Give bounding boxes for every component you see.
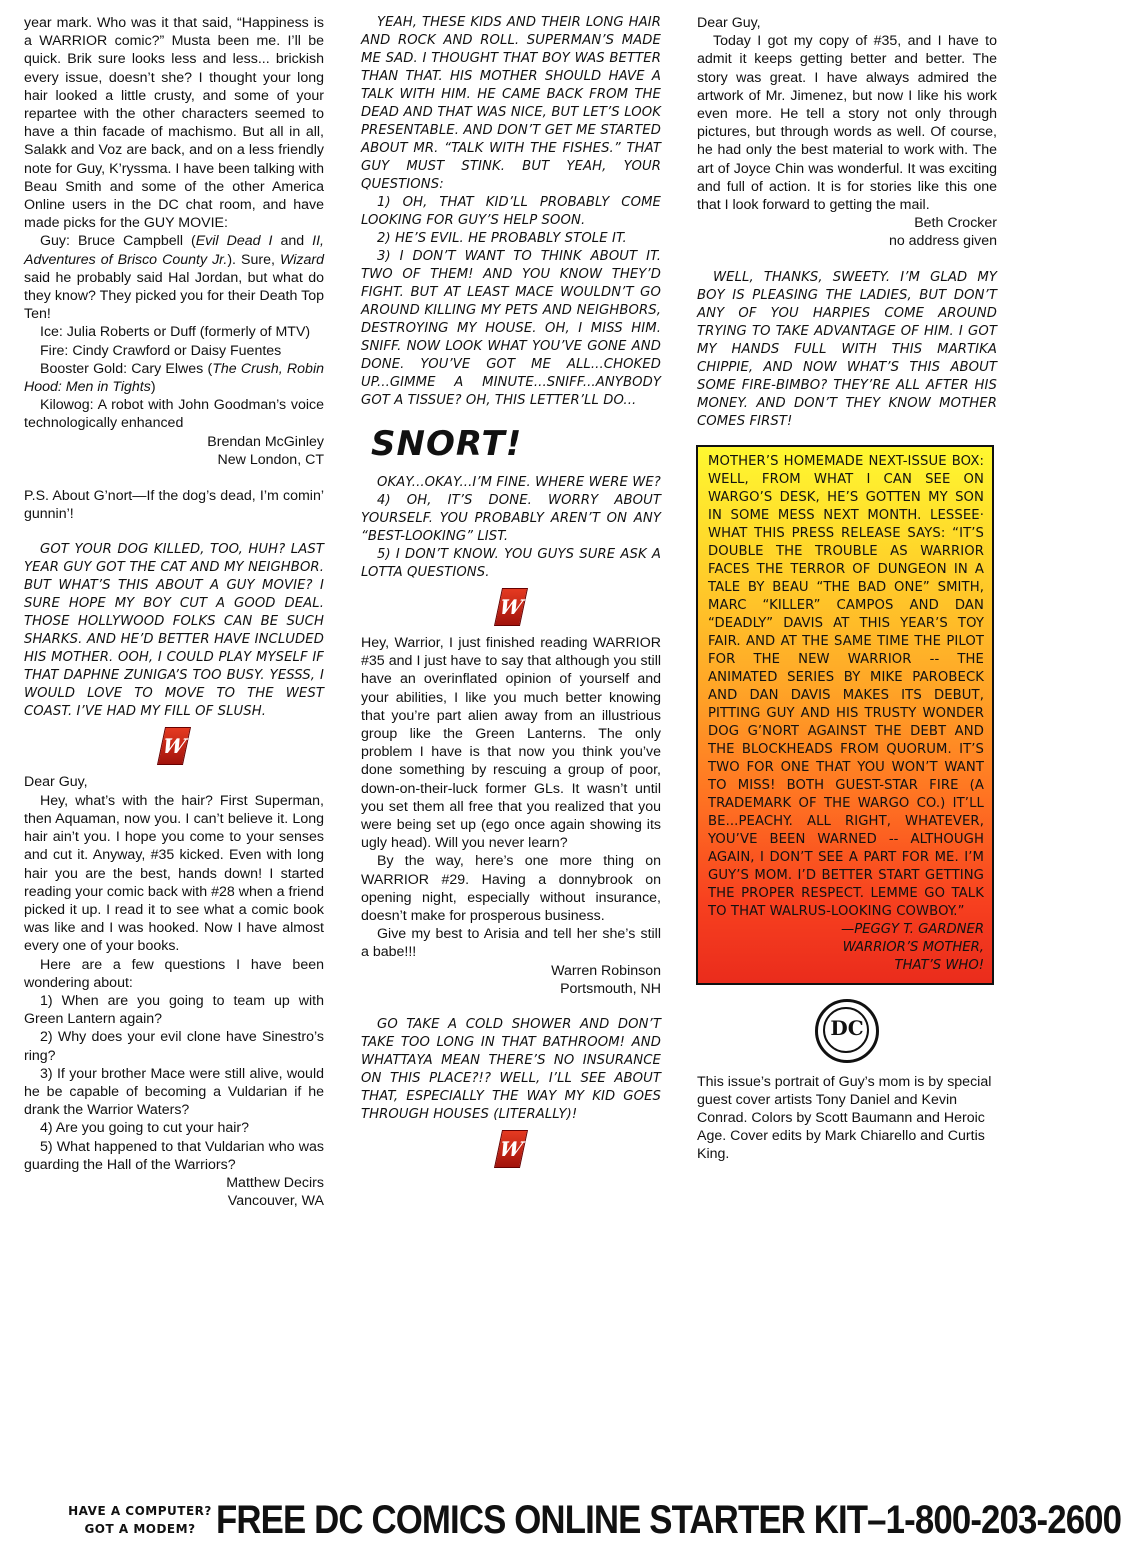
pick-guy-film1: Evil Dead I [195, 233, 273, 250]
warrior-logo-icon [361, 588, 661, 626]
warrior-logo-letter: W [494, 588, 528, 626]
next-issue-text: MOTHER’S HOMEMADE NEXT-ISSUE BOX: WELL, FROM WHAT I CAN SEE ON WARGO’S DESK, HE’S GOTTEN MY SON IN SOME MESS NEXT MONTH. LESSEE· WHAT THIS PRESS RELEASE SAYS: “IT’S DOUBLE THE TROUBLE AS WARRIOR FACES THE TERROR OF DUNGEON IN A TALE BY BEAU “THE BAD ONE” SMITH, MARC “KILLER” CAMPOS AND DAN “DEADLY” DAVIS AT THIS YEAR’S TOY FAIR. AND AT THE SAME TIME THE PILOT FOR THE NEW WARRIOR -- THE ANIMATED SERIES BY MIKE PAROBECK AND DAN DAVIS MAKES ITS DEBUT, PITTING GUY AND HIS TRUSTY WONDER DOG G’NORT AGAINST THE DEBT AND THE BLOCKHEADS FROM QUORUM. IT’S TWO FOR ONE THAT YOU WON’T WANT TO MISS! BOTH GUEST-STAR FIRE (A TRADEMARK OF THE WARGO CO.) IT’LL BE...PEACHY. ALL RIGHT, WHATEVER, YOU’VE BEEN WARNED -- ALTHOUGH AGAIN, I DON’T SEE A PART FOR ME. I’M GUY’S MOM. I’D BETTER START GETTING THE PROPER RESPECT. LEMME GO TALK TO THAT WALRUS-LOOKING COWBOY.” [708, 453, 984, 919]
column-middle [361, 14, 661, 1176]
letter-3-p2: By the way, here’s one more thing on WARRIOR #29. Having a donnybrook on opening night, especially without insurance, doesn’t make for prosperous business. [361, 853, 661, 925]
dc-logo-text: DC [830, 1015, 864, 1040]
signature-name-2: Matthew Decirs [226, 1174, 324, 1191]
footer-line-1: HAVE A COMPUTER? [68, 1504, 212, 1518]
letter-2-body: Hey, what’s with the hair? First Superman, then Aquaman, now you. I can’t believe it. Long hair ain’t you. I hope you come to your senses and cut it. Anyway, #35 kicked. Even with long hair you are the best, hands down! I started reading your comic back with #28 when a friend picked it up. I read it to see what a comic book was like and I was hooked. Now I have almost every one of your books. [24, 792, 324, 955]
footer-banner [60, 1496, 1121, 1546]
letter-1-continued: year mark. Who was it that said, “Happiness is a WARRIOR comic?” Musta been me. I’ll be quick. Brik sure looks less and less... brickish every issue, doesn’t she? I thought your long hair looked a little crusty, and some of your repartee with the other characters seemed to have a thin facade of machismo. But all in all, Salakk and Voz are back, and on a less friendly note for Guy, K’ryssma. I have been talking with Beau Smith and some of the other America Online users in the DC chat room, and have made picks for the GUY MOVIE: [24, 15, 324, 232]
answer-4: 4) OH, IT’S DONE. WORRY ABOUT YOURSELF. YOU PROBABLY AREN’T ON ANY “BEST-LOOKING” LIST. [361, 493, 661, 544]
footer-offer: FREE DC COMICS ONLINE STARTER KIT–1-800-203-2600 [216, 1498, 1121, 1542]
pick-guy-film2: II, Adventures of Brisco County Jr. [24, 233, 324, 268]
question-2: 2) Why does your evil clone have Sinestro’s ring? [24, 1029, 324, 1064]
reply-4: WELL, THANKS, SWEETY. I’M GLAD MY BOY IS PLEASING THE LADIES, BUT DON’T ANY OF YOU HARPIES COME AROUND TRYING TO TAKE ADVANTAGE OF HIM. I GOT MY HANDS FULL WITH THIS MARTIKA CHIPPIE, AND NOW WHAT’S THIS ABOUT SOME FIRE-BIMBO? THEY’RE ALL AFTER HIS MONEY. AND DON’T THEY KNOW MOTHER COMES FIRST! [697, 269, 997, 429]
answer-3: 3) I DON’T WANT TO THINK ABOUT IT. TWO OF THEM! AND YOU KNOW THEY’D FIGHT. BUT AT LEAST MACE WOULDN’T GO AROUND KILLING MY PETS AND NEIGHBORS, DESTROYING MY HOUSE. OH, I MISS HIM. SNIFF. NOW LOOK WHAT YOU’VE GONE AND DONE. YOU’VE GOT ME ALL...CHOKED UP...GIMME A MINUTE...SNIFF...ANYBODY GOT A TISSUE? OH, THIS LETTER’LL DO... [361, 249, 661, 408]
answer-5: 5) I DON’T KNOW. YOU GUYS SURE ASK A LOTTA QUESTIONS. [361, 547, 661, 580]
reply-2-intro: YEAH, THESE KIDS AND THEIR LONG HAIR AND ROCK AND ROLL. SUPERMAN’S MADE ME SAD. I THOUGHT THAT BOY WAS BETTER THAN THAT. HIS MOTHER SHOULD HAVE A TALK WITH HIM. HE CAME BACK FROM THE DEAD AND THAT WAS NICE, BUT LET’S LOOK PRESENTABLE. AND DON’T GET ME STARTED ABOUT MR. “TALK WITH THE FISHES.” THAT GUY MUST STINK. BUT YEAH, YOUR QUESTIONS: [361, 15, 661, 192]
dc-logo-icon [815, 999, 879, 1063]
question-1: 1) When are you going to team up with Green Lantern again? [24, 992, 324, 1028]
signature-name-3: Warren Robinson [551, 962, 661, 979]
signature-place-3: Portsmouth, NH [560, 980, 661, 997]
pick-kilowog: Kilowog: A robot with John Goodman’s voice technologically enhanced [24, 397, 324, 432]
answer-1: 1) OH, THAT KID’LL PROBABLY COME LOOKING FOR GUY’S HELP SOON. [361, 195, 661, 228]
reply-3: GO TAKE A COLD SHOWER AND DON’T TAKE TOO LONG IN THAT BATHROOM! AND WHATTAYA MEAN THERE’S NO INSURANCE ON THIS PLACE?!? WELL, I’LL SEE ABOUT THAT, ESPECIALLY THE WAY MY KID GOES THROUGH HOUSES (LITERALLY)! [361, 1017, 661, 1123]
warrior-logo-letter: W [494, 1130, 528, 1168]
pick-guy [24, 232, 324, 323]
column-right [697, 14, 997, 1164]
answer-2: 2) HE’S EVIL. HE PROBABLY STOLE IT. [377, 231, 627, 246]
letter-3-p3: Give my best to Arisia and tell her she’s still a babe!!! [361, 926, 661, 961]
letter-4-body: Today I got my copy of #35, and I have to admit it keeps getting better and better. The story was great. I have always admired the artwork of Mr. Jimenez, but now I like his work even more. He tell a story not only through pictures, but through words as well. Of course, he had only the best material to work with. The art of Joyce Chin was wonderful. It was exciting and full of action. It is for stories like this one that I look forward to getting the mail. [697, 33, 997, 214]
signature-name-4: Beth Crocker [914, 215, 997, 232]
pick-guy-rest: said he probably said Hal Jordan, but what do they know? They picked you for their Death Top Ten! [24, 269, 324, 323]
reply-2-resume: OKAY...OKAY...I’M FINE. WHERE WERE WE? [377, 475, 661, 490]
signature-place-4: no address given [888, 233, 997, 250]
next-issue-box [696, 445, 994, 985]
question-5: 5) What happened to that Vuldarian who was guarding the Hall of the Warriors? [24, 1138, 324, 1173]
column-left [24, 14, 324, 1210]
pick-ice: Ice: Julia Roberts or Duff (formerly of MTV) [40, 324, 311, 341]
question-3: 3) If your brother Mace were still alive, would he be capable of becoming a Vuldarian if he drank the Warrior Waters? [24, 1065, 324, 1119]
pick-booster [24, 360, 324, 396]
signature-place-1: New London, CT [217, 451, 324, 468]
pick-fire: Fire: Cindy Crawford or Daisy Fuentes [40, 342, 282, 359]
snort-sound-effect: SNORT! [371, 424, 523, 464]
reply-1: GOT YOUR DOG KILLED, TOO, HUH? LAST YEAR GUY GOT THE CAT AND MY NEIGHBOR. BUT WHAT’S THIS ABOUT A GUY MOVIE? I SURE HOPE MY BOY CUT A GOOD DEAL. THOSE HOLLYWOOD FOLKS CAN BE SUCH SHARKS. AND HE’D BETTER HAVE INCLUDED HIS MOTHER. OOH, I COULD PLAY MYSELF IF THAT DAPHNE ZUNIGA’S TOO BUSY. YESSS, I WOULD LOVE TO MOVE TO THE WEST COAST. I’VE HAD MY FILL OF SLUSH. [24, 542, 324, 720]
next-issue-signature-title: WARRIOR’S MOTHER, [842, 939, 984, 955]
footer-left [60, 1502, 220, 1538]
pick-booster-text: Booster Gold: Cary Elwes ( [40, 360, 213, 377]
question-4: 4) Are you going to cut your hair? [40, 1120, 249, 1137]
pick-guy-text: Guy: Bruce Campbell ( [40, 233, 196, 250]
letter-2-salutation: Dear Guy, [24, 774, 88, 791]
warrior-logo-icon [361, 1130, 661, 1168]
pick-booster-close: ) [150, 379, 156, 396]
postscript: P.S. About G’nort—If the dog’s dead, I’m comin’ gunnin’! [24, 488, 324, 523]
cover-credits: This issue’s portrait of Guy’s mom is by special guest cover artists Tony Daniel and Kevin Conrad. Colors by Scott Baumann and Heroic Age. Cover edits by Mark Chiarello and Curtis King. [697, 1073, 992, 1163]
letter-2-question-intro: Here are a few questions I have been wondering about: [24, 956, 324, 991]
footer-line-2: GOT A MODEM? [84, 1522, 196, 1536]
next-issue-signature: —PEGGY T. GARDNER [841, 921, 984, 937]
signature-name-1: Brendan McGinley [207, 433, 324, 450]
warrior-logo-icon [24, 727, 324, 765]
letter-3-body: Hey, Warrior, I just finished reading WARRIOR #35 and I just have to say that although you still have an overinflated opinion of yourself and your abilities, I like you much better knowing that you’re part alien away from an illustrious group like the Green Lanterns. The only problem I have is that now you think you’ve done something by rescuing a group of poor, down-on-their-luck former GLs. It wasn’t until you set them all free that you realized that you were being set up (ego once again showing its ugly head). Will you never learn? [361, 635, 661, 852]
letter-4-salutation: Dear Guy, [697, 15, 761, 31]
next-issue-signature-tag: THAT’S WHO! [894, 957, 984, 973]
pick-guy-magazine: Wizard [279, 251, 324, 268]
pick-guy-sure: ). Sure, [227, 251, 280, 268]
pick-guy-and: and [272, 233, 313, 250]
pick-booster-film: The Crush, Robin Hood: Men in Tights [24, 360, 324, 396]
warrior-logo-letter: W [157, 727, 191, 765]
signature-place-2: Vancouver, WA [227, 1193, 324, 1210]
